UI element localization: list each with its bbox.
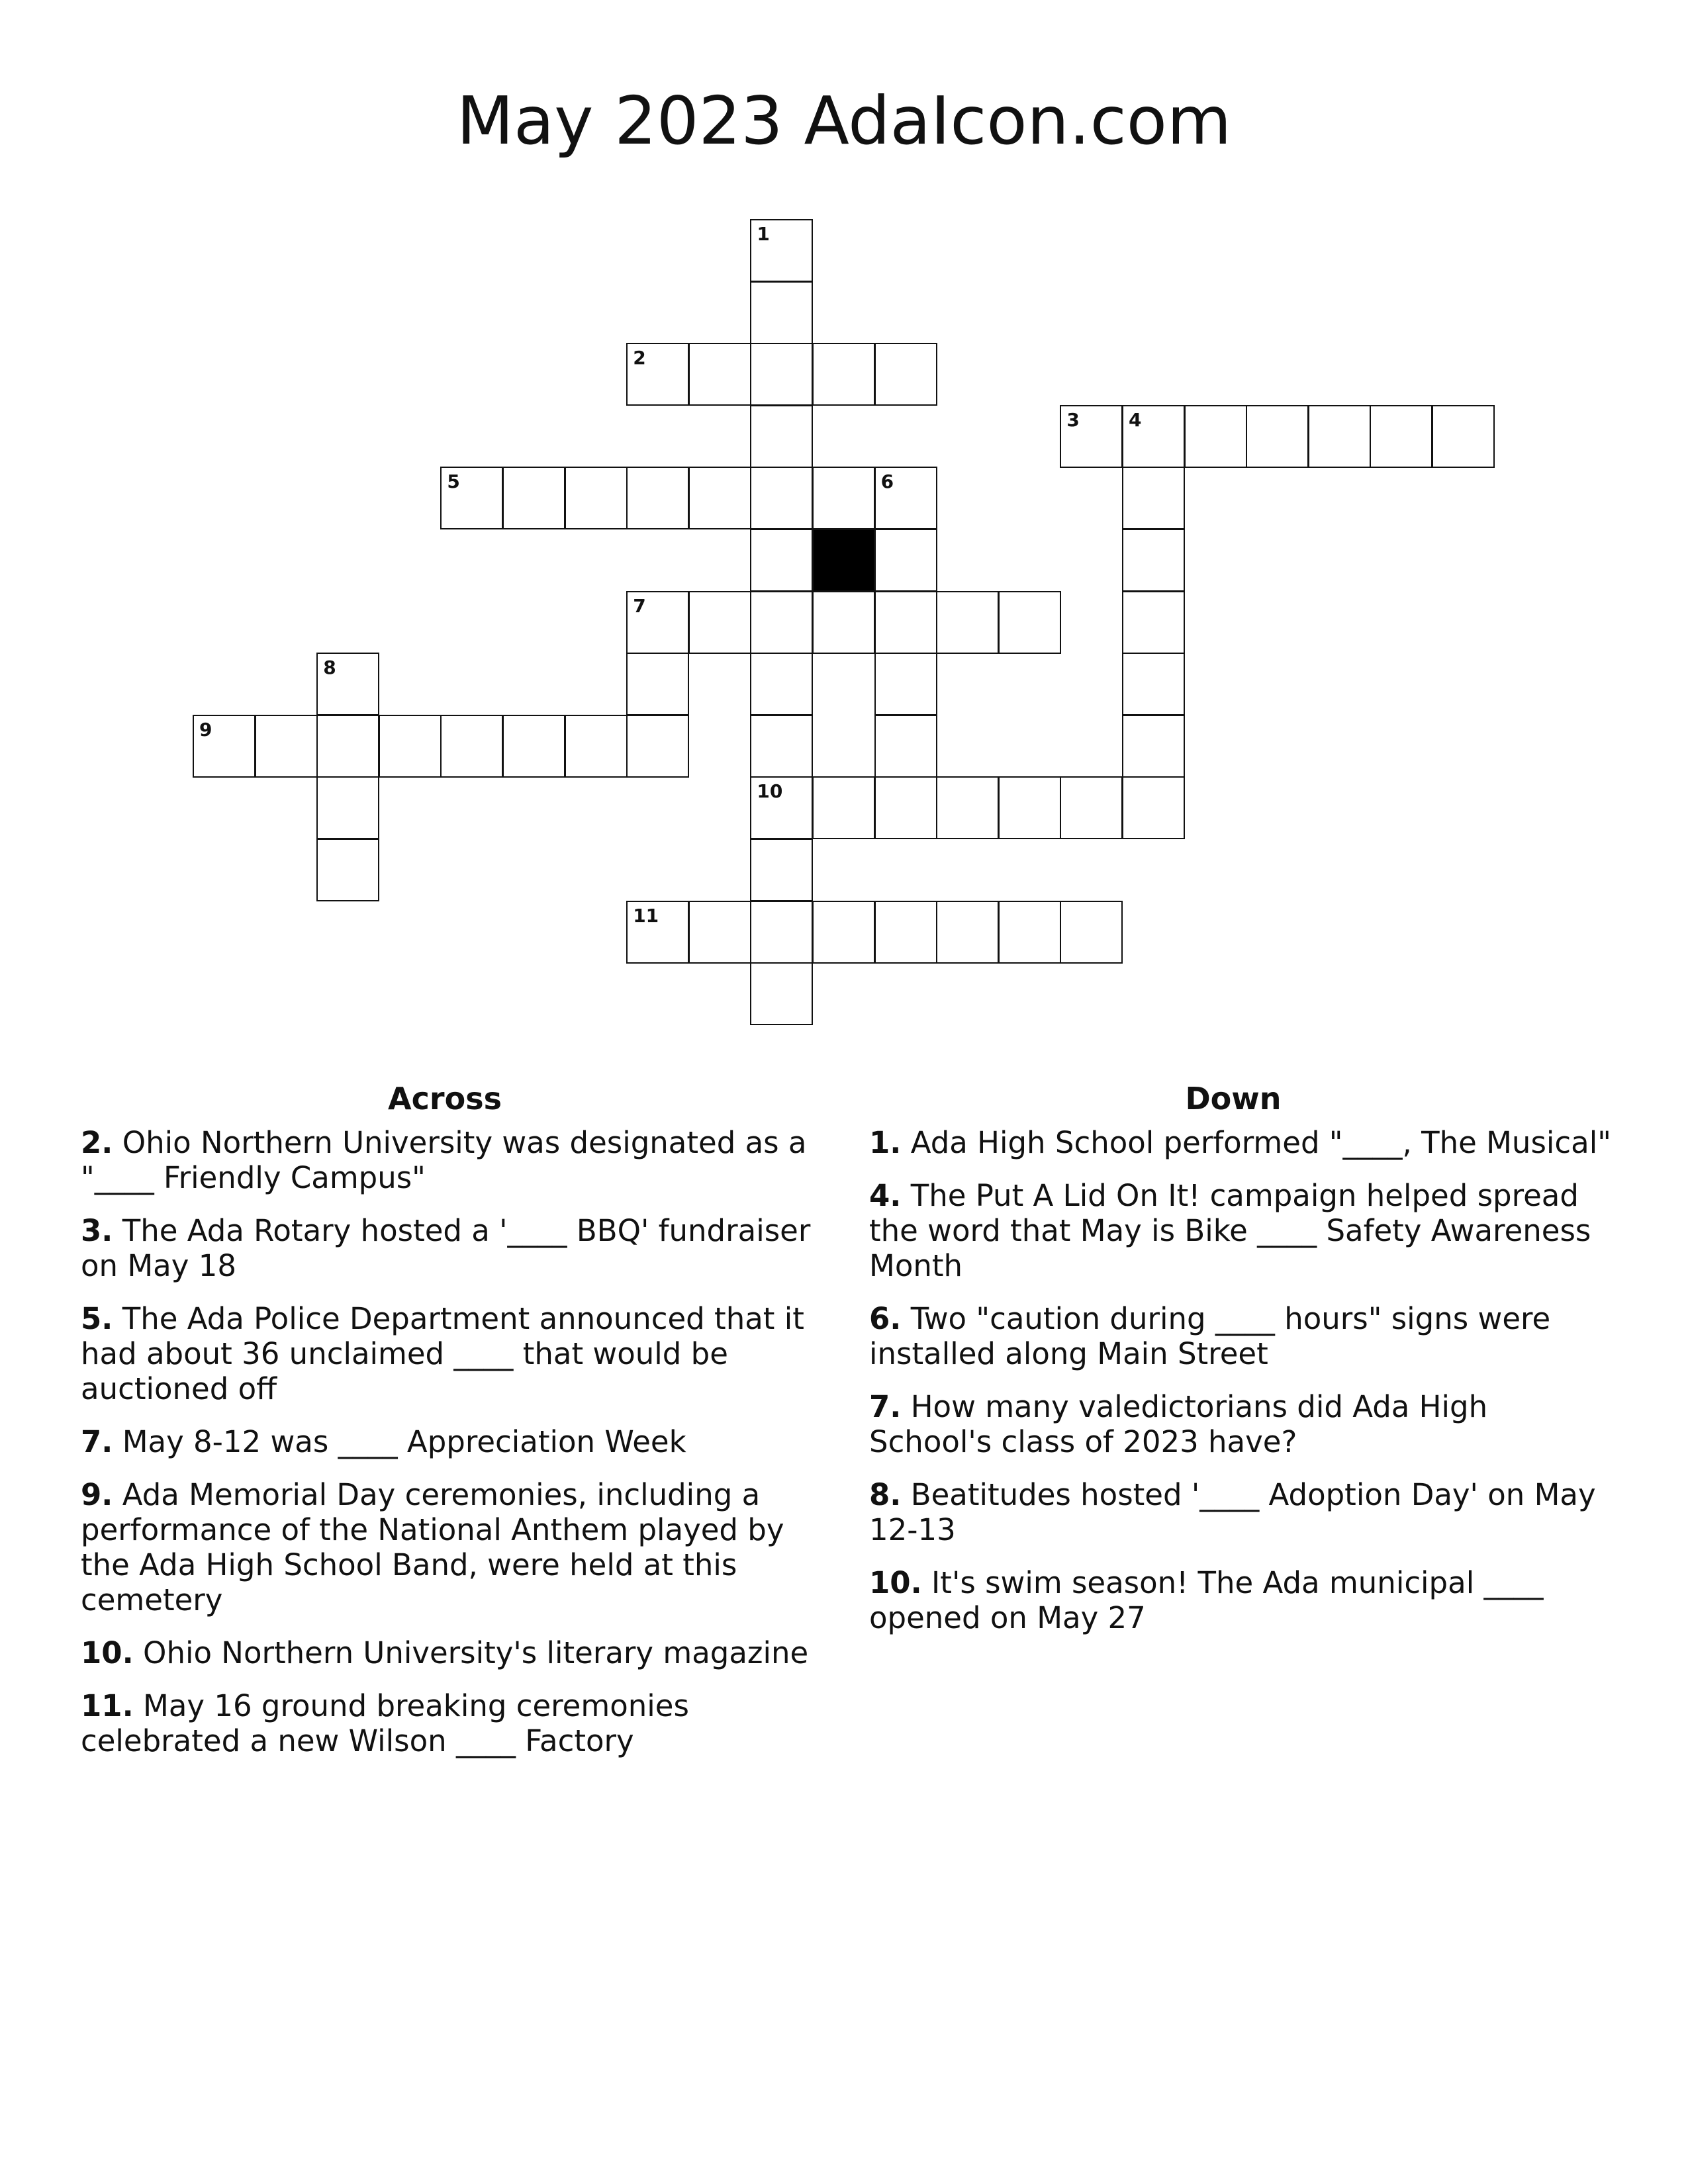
grid-cell[interactable] bbox=[750, 281, 813, 344]
across-clue bbox=[81, 1635, 829, 1670]
clue-number: 6. bbox=[869, 1301, 902, 1336]
grid-cell[interactable] bbox=[874, 653, 937, 715]
across-clues bbox=[81, 1079, 835, 1776]
grid-cell[interactable] bbox=[1060, 405, 1123, 468]
down-heading: Down bbox=[1185, 1081, 1282, 1116]
puzzle-title: May 2023 AdaIcon.com bbox=[456, 82, 1232, 159]
grid-cell[interactable] bbox=[998, 901, 1061, 964]
clue-text: It's swim season! The Ada municipal ____ opened on May 27 bbox=[869, 1565, 1544, 1635]
down-clue bbox=[869, 1389, 1617, 1459]
grid-cell[interactable] bbox=[750, 901, 813, 964]
clue-number: 11. bbox=[81, 1688, 134, 1723]
grid-cell[interactable] bbox=[874, 715, 937, 778]
grid-cell[interactable] bbox=[874, 529, 937, 592]
down-clue bbox=[869, 1301, 1617, 1371]
cell-number: 10 bbox=[757, 780, 783, 803]
grid-cell[interactable] bbox=[874, 901, 937, 964]
clue-text: Ada Memorial Day ceremonies, including a performance of the National Anthem played by the Ada High School Band, were held at this cemetery bbox=[81, 1477, 784, 1617]
grid-cell[interactable] bbox=[750, 962, 813, 1025]
grid-cell[interactable] bbox=[626, 467, 689, 529]
grid-cell[interactable] bbox=[1122, 467, 1185, 529]
grid-cell[interactable] bbox=[750, 343, 813, 406]
down-clue bbox=[869, 1477, 1617, 1547]
grid-cell[interactable] bbox=[1370, 405, 1432, 468]
grid-cell[interactable] bbox=[1184, 405, 1247, 468]
grid-cell[interactable] bbox=[502, 467, 565, 529]
grid-cell[interactable] bbox=[565, 715, 628, 778]
grid-cell[interactable] bbox=[812, 343, 875, 406]
clue-text: The Ada Police Department announced that it had about 36 unclaimed ____ that would be auctioned off bbox=[81, 1301, 804, 1406]
clue-number: 1. bbox=[869, 1125, 902, 1160]
grid-cell[interactable] bbox=[440, 715, 503, 778]
across-clue bbox=[81, 1477, 829, 1617]
clue-number: 3. bbox=[81, 1213, 113, 1248]
grid-cell[interactable] bbox=[255, 715, 318, 778]
across-clue-list bbox=[81, 1125, 835, 1758]
down-clue bbox=[869, 1125, 1617, 1160]
clue-text: Ohio Northern University was designated as a "____ Friendly Campus" bbox=[81, 1125, 807, 1195]
clue-number: 10. bbox=[81, 1635, 134, 1670]
grid-cell[interactable] bbox=[750, 467, 813, 529]
grid-cell[interactable] bbox=[688, 467, 751, 529]
cell-number: 4 bbox=[1129, 408, 1142, 431]
cell-number: 3 bbox=[1066, 408, 1080, 431]
grid-cell[interactable] bbox=[502, 715, 565, 778]
cell-number: 1 bbox=[757, 223, 770, 245]
grid-cell[interactable] bbox=[379, 715, 442, 778]
clue-text: The Put A Lid On It! campaign helped spread the word that May is Bike ____ Safety Awareness Month bbox=[869, 1178, 1591, 1283]
across-clue bbox=[81, 1125, 829, 1195]
grid-cell[interactable] bbox=[1122, 405, 1185, 468]
grid-cell[interactable] bbox=[936, 776, 999, 839]
grid-cell[interactable] bbox=[688, 343, 751, 406]
grid-cell[interactable] bbox=[1060, 901, 1123, 964]
clue-number: 4. bbox=[869, 1178, 902, 1213]
clue-number: 9. bbox=[81, 1477, 113, 1512]
cell-number: 6 bbox=[880, 471, 894, 493]
clue-number: 5. bbox=[81, 1301, 113, 1336]
grid-cell[interactable] bbox=[1308, 405, 1371, 468]
across-clue bbox=[81, 1213, 829, 1283]
grid-cell[interactable] bbox=[626, 715, 689, 778]
clue-text: May 16 ground breaking ceremonies celebrated a new Wilson ____ Factory bbox=[81, 1688, 689, 1758]
grid-cell[interactable] bbox=[1122, 653, 1185, 715]
cell-number: 2 bbox=[633, 347, 646, 369]
grid-cell[interactable] bbox=[874, 467, 937, 529]
grid-cell[interactable] bbox=[440, 467, 503, 529]
clue-text: Ada High School performed "____, The Musical" bbox=[910, 1125, 1611, 1160]
down-clues bbox=[869, 1079, 1624, 1653]
grid-cell[interactable] bbox=[1122, 591, 1185, 654]
grid-cell[interactable] bbox=[750, 715, 813, 778]
grid-cell[interactable] bbox=[750, 219, 813, 282]
grid-cell[interactable] bbox=[750, 776, 813, 839]
down-clue bbox=[869, 1178, 1617, 1283]
grid-cell[interactable] bbox=[812, 776, 875, 839]
clue-text: How many valedictorians did Ada High School's class of 2023 have? bbox=[869, 1389, 1488, 1459]
grid-cell[interactable] bbox=[626, 901, 689, 964]
grid-cell[interactable] bbox=[750, 653, 813, 715]
grid-cell[interactable] bbox=[998, 591, 1061, 654]
clue-text: Ohio Northern University's literary magazine bbox=[143, 1635, 809, 1670]
grid-cell[interactable] bbox=[1122, 529, 1185, 592]
grid-cell[interactable] bbox=[998, 776, 1061, 839]
grid-cell[interactable] bbox=[565, 467, 628, 529]
clue-number: 10. bbox=[869, 1565, 922, 1600]
cell-number: 7 bbox=[633, 594, 646, 617]
grid-cell[interactable] bbox=[1060, 776, 1123, 839]
cell-number: 11 bbox=[633, 904, 659, 927]
grid-cell[interactable] bbox=[812, 901, 875, 964]
across-clue bbox=[81, 1688, 829, 1758]
grid-cell[interactable] bbox=[812, 467, 875, 529]
grid-cell[interactable] bbox=[936, 901, 999, 964]
clue-number: 7. bbox=[869, 1389, 902, 1424]
grid-cell[interactable] bbox=[626, 343, 689, 406]
across-clue bbox=[81, 1424, 829, 1459]
grid-cell[interactable] bbox=[1122, 776, 1185, 839]
clue-text: May 8-12 was ____ Appreciation Week bbox=[122, 1424, 686, 1459]
grid-cell[interactable] bbox=[316, 839, 379, 901]
grid-cell[interactable] bbox=[1432, 405, 1495, 468]
clue-text: Two "caution during ____ hours" signs were installed along Main Street bbox=[869, 1301, 1551, 1371]
grid-cell[interactable] bbox=[626, 653, 689, 715]
grid-cell[interactable] bbox=[193, 715, 256, 778]
grid-cell[interactable] bbox=[750, 591, 813, 654]
clue-text: Beatitudes hosted '____ Adoption Day' on May 12-13 bbox=[869, 1477, 1596, 1547]
grid-cell[interactable] bbox=[750, 405, 813, 468]
clue-text: The Ada Rotary hosted a '____ BBQ' fundraiser on May 18 bbox=[81, 1213, 811, 1283]
down-clue-list bbox=[869, 1125, 1624, 1635]
grid-cell[interactable] bbox=[688, 901, 751, 964]
grid-cell[interactable] bbox=[316, 653, 379, 715]
down-clue bbox=[869, 1565, 1617, 1635]
clue-number: 7. bbox=[81, 1424, 113, 1459]
grid-cell[interactable] bbox=[874, 591, 937, 654]
grid-cell[interactable] bbox=[750, 839, 813, 901]
cell-number: 5 bbox=[447, 471, 460, 493]
grid-cell[interactable] bbox=[316, 776, 379, 839]
across-clue bbox=[81, 1301, 829, 1406]
grid-cell[interactable] bbox=[812, 591, 875, 654]
cell-number: 8 bbox=[323, 657, 336, 679]
grid-cell[interactable] bbox=[874, 776, 937, 839]
grid-cell[interactable] bbox=[1122, 715, 1185, 778]
across-heading: Across bbox=[388, 1081, 502, 1116]
crossword-grid bbox=[0, 0, 1688, 1059]
grid-cell[interactable] bbox=[874, 343, 937, 406]
black-cell bbox=[812, 529, 875, 592]
grid-cell[interactable] bbox=[936, 591, 999, 654]
grid-cell[interactable] bbox=[688, 591, 751, 654]
grid-cell[interactable] bbox=[316, 715, 379, 778]
grid-cell[interactable] bbox=[1246, 405, 1309, 468]
clue-number: 2. bbox=[81, 1125, 113, 1160]
grid-cell[interactable] bbox=[750, 529, 813, 592]
grid-cell[interactable] bbox=[626, 591, 689, 654]
cell-number: 9 bbox=[199, 718, 212, 741]
clue-number: 8. bbox=[869, 1477, 902, 1512]
